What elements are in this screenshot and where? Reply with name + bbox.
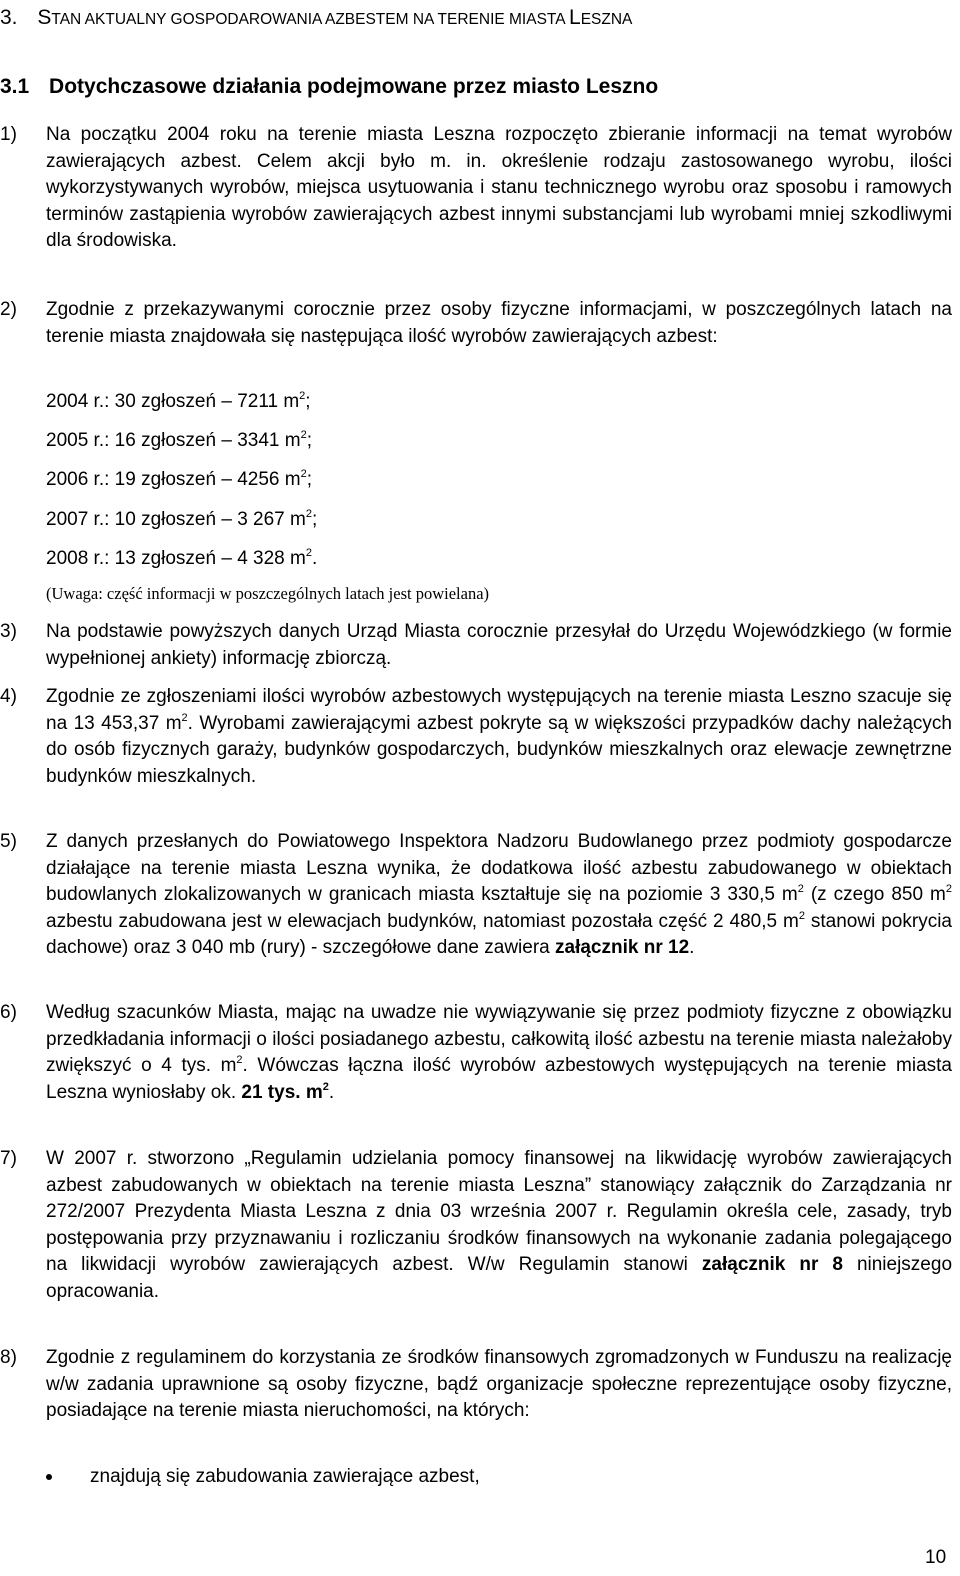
item-number: 7): [0, 1148, 17, 1169]
list-item-3: [0, 619, 952, 672]
yearly-entry-end: .: [311, 548, 318, 569]
section-title: Dotychczasowe działania podejmowane przez miasto Leszno: [49, 75, 659, 98]
attachment-reference: załącznik nr 12: [555, 937, 690, 958]
yearly-entry-text: 2004 r.: 30 zgłoszeń – 7211 m: [46, 391, 300, 412]
superscript: 2: [300, 429, 307, 441]
superscript: 2: [322, 1080, 329, 1093]
note-text: (Uwaga: część informacji w poszczególnych latach jest powielana): [46, 584, 490, 603]
section-heading: [0, 74, 658, 100]
yearly-entry-2005: [46, 428, 312, 454]
superscript: 2: [945, 883, 952, 895]
text-run: .: [689, 937, 695, 958]
item-number: 3): [0, 621, 17, 642]
text-run: Zgodnie ze zgłoszeniami ilości wyrobów azbestowych występujących na terenie miasta Leszno szacuje się na 13 453,37 m: [46, 686, 952, 734]
yearly-entry-end: ;: [306, 469, 312, 490]
text-run: Według szacunków Miasta, mając na uwadze nie wywiązywanie się przez podmioty fizyczne z obowiązku przedkładania informacji o ilości posiadanego azbestu, całkowitą ilość azbestu na terenie miasta należałoby zwiększyć o 4 tys. m: [46, 1002, 952, 1076]
list-item-5: [0, 829, 952, 962]
bullet-text: znajdują się zabudowania zawierające azbest,: [90, 1466, 480, 1487]
chapter-number: 3.: [0, 6, 18, 29]
list-item-4: [0, 684, 952, 790]
yearly-entry-2008: [46, 546, 317, 572]
list-item-1: [0, 122, 952, 255]
yearly-entry-2007: [46, 507, 317, 533]
yearly-entry-2004: [46, 389, 311, 415]
chapter-heading: [0, 5, 632, 33]
chapter-title-initial: S: [37, 6, 52, 29]
yearly-entry-2006: [46, 467, 312, 493]
item-number: 4): [0, 686, 17, 707]
text-run: . Wyrobami zawierającymi azbest pokryte są w większości przypadków dachy należących do osób fizycznych garaży, budynków gospodarczych, budynków mieszkalnych oraz elewacje zewnętrzne budynków mieszkalnych.: [46, 712, 952, 787]
list-item-8: [0, 1345, 952, 1425]
superscript: 2: [797, 883, 804, 895]
item-number: 2): [0, 299, 17, 320]
yearly-entry-end: ;: [306, 430, 312, 451]
item-text: [46, 1000, 952, 1106]
item-text: Zgodnie z regulaminem do korzystania ze środków finansowych zgromadzonych w Funduszu na realizację w/w zadania uprawnione są osoby fizyczne, bądź organizacje społeczne reprezentujące osoby fizyczne, posiadające na terenie miasta nieruchomości, na których:: [46, 1347, 952, 1421]
chapter-title-smallcaps-2: ESZNA: [580, 11, 633, 28]
text-run: . Wówczas łączna ilość wyrobów azbestowych występujących na terenie miasta Leszna wyniosłaby ok.: [46, 1055, 952, 1103]
list-item-7: [0, 1146, 952, 1305]
chapter-title-smallcaps: TAN AKTUALNY GOSPODAROWANIA AZBESTEM NA TERENIE MIASTA: [51, 11, 570, 28]
page-number: 10: [925, 1547, 947, 1568]
list-item-2: [0, 297, 952, 350]
text-run: 21 tys. m: [241, 1081, 323, 1103]
bullet-item: [46, 1464, 480, 1490]
superscript: 2: [300, 468, 307, 480]
text-run: .: [328, 1081, 335, 1103]
item-text: Zgodnie z przekazywanymi corocznie przez osoby fizyczne informacjami, w poszczególnych latach na terenie miasta znajdowała się następująca ilość wyrobów zawierających azbest:: [46, 299, 952, 347]
list-item-6: [0, 1000, 952, 1106]
superscript: 2: [236, 1054, 243, 1066]
superscript: 2: [305, 547, 312, 559]
text-run: niniejszego opracowania.: [46, 1254, 953, 1302]
total-estimate: [241, 1082, 328, 1103]
item-text: [46, 829, 952, 962]
bullet-icon: [46, 1474, 52, 1480]
yearly-entry-end: ;: [311, 509, 318, 530]
superscript: 2: [305, 508, 312, 520]
text-run: (z czego 850 m: [803, 884, 946, 905]
item-text: [46, 684, 952, 790]
yearly-entry-end: ;: [305, 391, 311, 412]
text-run: stanowi pokrycia dachowe) oraz 3 040 mb (rury) - szczegółowe dane zawiera: [46, 910, 952, 958]
yearly-entry-text: 2006 r.: 19 zgłoszeń – 4256 m: [46, 469, 301, 490]
item-number: 5): [0, 831, 17, 852]
yearly-entry-text: 2005 r.: 16 zgłoszeń – 3341 m: [46, 430, 301, 451]
section-number: 3.1: [0, 75, 30, 98]
item-text: [46, 1146, 952, 1305]
item-number: 1): [0, 124, 17, 145]
yearly-entry-text: 2008 r.: 13 zgłoszeń – 4 328 m: [46, 548, 306, 569]
item-number: 8): [0, 1347, 17, 1368]
attachment-reference: załącznik nr 8: [701, 1254, 843, 1275]
item-text: Na początku 2004 roku na terenie miasta Leszna rozpoczęto zbieranie informacji na temat wyrobów zawierających azbest. Celem akcji było m. in. określenie rodzaju zastosowanego wyrobu, ilości wykorzystywanych wyrobów, miejsca usytuowania i stanu technicznego wyrobu oraz sposobu i ramowych terminów zastąpienia wyrobów zawierających azbest innymi substancjami lub wyrobami mniej szkodliwymi dla środowiska.: [46, 124, 952, 251]
text-run: Z danych przesłanych do Powiatowego Inspektora Nadzoru Budowlanego przez podmioty gospodarcze działające na terenie miasta Leszna wynika, że dodatkowa ilość azbestu zabudowanego w obiektach budowlanych zlokalizowanych w granicach miasta kształtuje się na poziomie 3 330,5 m: [46, 831, 952, 905]
superscript: 2: [299, 390, 306, 402]
item-number: 6): [0, 1002, 17, 1023]
text-run: W 2007 r. stworzono „Regulamin udzielania pomocy finansowej na likwidację wyrobów zawierających azbest zabudowanych w obiektach na terenie miasta Leszna” stanowiący załącznik do Zarządzania nr 272/2007 Prezydenta Miasta Leszna z dnia 03 września 2007 r. Regulamin określa cele, zasady, tryb postępowania przy przyznawaniu i rozliczaniu środków finansowych na wykonanie zadania polegającego na likwidacji wyrobów zawierających azbest. W/w Regulamin stanowi: [46, 1148, 952, 1275]
superscript: 2: [798, 909, 805, 922]
text-run: azbestu zabudowana jest w elewacjach budynków, natomiast pozostała część 2 480,5 m: [46, 910, 799, 932]
superscript: 2: [181, 711, 188, 724]
chapter-title-initial-2: L: [569, 6, 581, 29]
yearly-entry-text: 2007 r.: 10 zgłoszeń – 3 267 m: [46, 509, 306, 530]
item-text: Na podstawie powyższych danych Urząd Miasta corocznie przesyłał do Urzędu Wojewódzkiego (w formie wypełnionej ankiety) informację zbiorczą.: [46, 621, 952, 669]
